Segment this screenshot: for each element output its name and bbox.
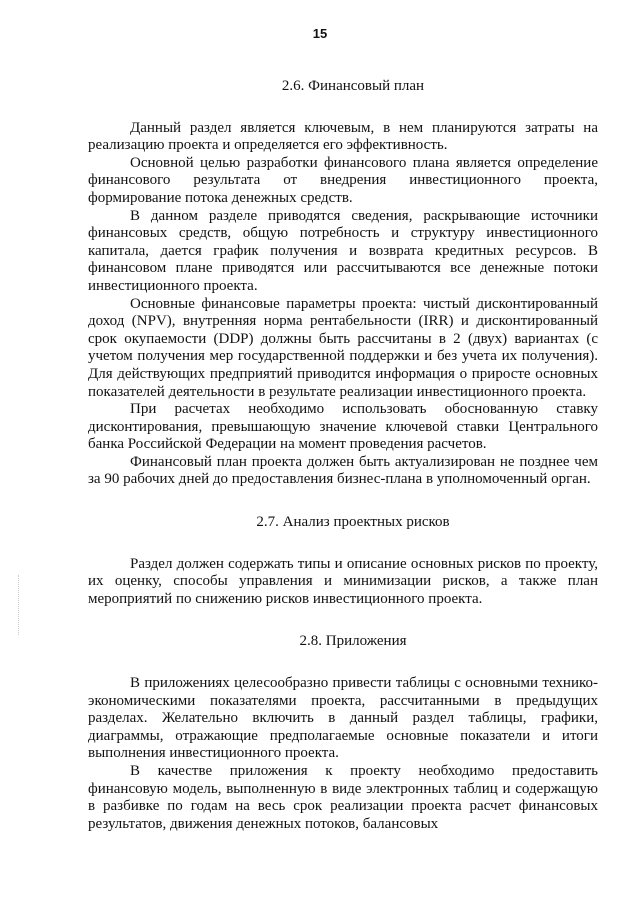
paragraph: Финансовый план проекта должен быть актуализирован не позднее чем за 90 рабочих дней до предоставления бизнес-плана в уполномоченный орган.: [88, 453, 598, 488]
page-number: 15: [312, 26, 328, 41]
paragraph: Основной целью разработки финансового плана является определение финансового результата от внедрения инвестиционного проекта, формирование потока денежных средств.: [88, 154, 598, 206]
paragraph: Основные финансовые параметры проекта: чистый дисконтированный доход (NPV), внутренняя норма рентабельности (IRR) и дисконтированный срок окупаемости (DDP) должны быть рассчитаны в 2 (двух) вариантах (с учетом получения мер государственной поддержки и без учета их получения). Для действующих предприятий приводится информация о приросте основных показателей деятельности в результате реализации инвестиционного проекта.: [88, 295, 598, 400]
page-content: [88, 78, 598, 833]
paragraph: В качестве приложения к проекту необходимо предоставить финансовую модель, выполненную в виде электронных таблиц и содержащую в разбивке по годам на весь срок реализации проекта расчет финансовых результатов, движения денежных потоков, балансовых: [88, 763, 598, 832]
paragraph: При расчетах необходимо использовать обоснованную ставку дисконтирования, превышающую значение ключевой ставки Центрального банка Российской Федерации на момент проведения расчетов.: [88, 401, 598, 453]
paragraph: В приложениях целесообразно привести таблицы с основными технико-экономическими показателями проекта, рассчитанными в предыдущих разделах. Желательно включить в данный раздел таблицы, графики, диаграммы, отражающие предполагаемые основные показатели и итоги выполнения инвестиционного проекта.: [88, 675, 598, 762]
section-heading-risk-analysis: 2.7. Анализ проектных рисков: [256, 514, 450, 531]
paragraph: В данном разделе приводятся сведения, раскрывающие источники финансовых средств, общую потребность и структуру инвестиционного капитала, дается график получения и возврата кредитных ресурсов. В финансовом плане приводятся или рассчитываются все денежные потоки инвестиционного проекта.: [88, 207, 598, 294]
paragraph: Раздел должен содержать типы и описание основных рисков по проекту, их оценку, способы управления и минимизации рисков, а также план мероприятий по снижению рисков инвестиционного проекта.: [88, 555, 598, 607]
scan-artifact: [18, 575, 20, 635]
section-heading-appendices: 2.8. Приложения: [299, 633, 407, 650]
paragraph: Данный раздел является ключевым, в нем планируются затраты на реализацию проекта и определяется его эффективность.: [88, 119, 598, 154]
section-heading-financial-plan: 2.6. Финансовый план: [281, 78, 425, 94]
